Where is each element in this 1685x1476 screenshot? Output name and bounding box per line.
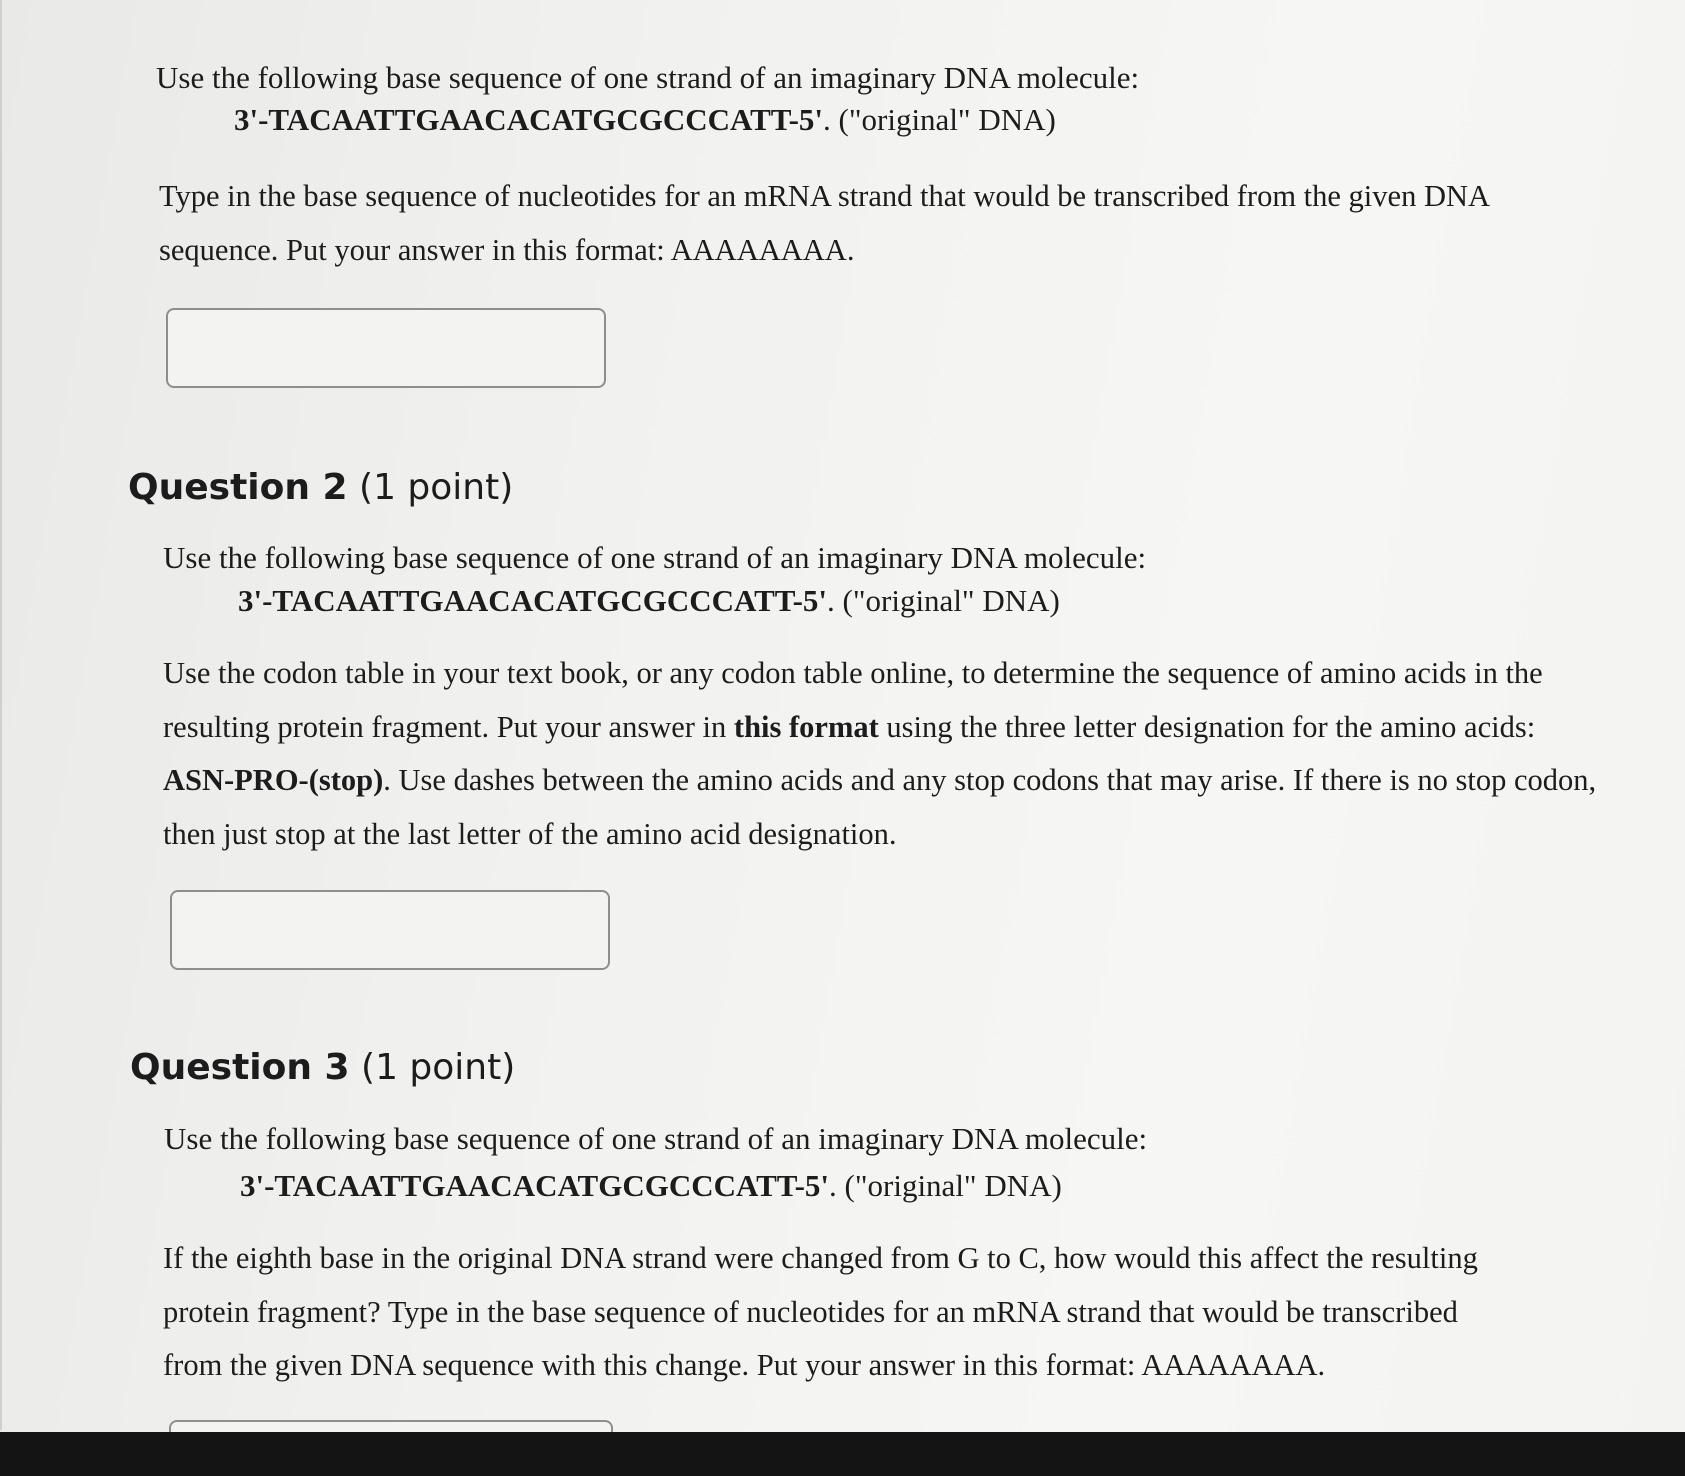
q3-intro: Use the following base sequence of one strand of an imaginary DNA molecule: [164, 1121, 1148, 1156]
q3-prompt [163, 1232, 1603, 1393]
q2-heading-points: (1 point) [359, 467, 514, 508]
q2-intro: Use the following base sequence of one strand of an imaginary DNA molecule: [163, 540, 1147, 575]
q2-prompt [163, 647, 1603, 861]
q3-dna-sequence: 3'-TACAATTGAACACATGCGCCCATT-5' [240, 1168, 830, 1203]
q2-prompt-text-1: Use the codon table in your text book, or any codon table online, to determine the sequence of amino acids in the resulting protein fragment. Put your answer in [163, 656, 1543, 744]
q3-heading-number: Question 3 [130, 1047, 350, 1088]
q3-dna-suffix: . ("original" DNA) [829, 1168, 1062, 1203]
q2-dna-line [238, 579, 1060, 623]
q1-prompt-line2: sequence. Put your answer in this format: AAAAAAAA. [159, 232, 855, 267]
q1-dna-sequence: 3'-TACAATTGAACACATGCGCCCATT-5' [234, 102, 824, 137]
q2-heading [128, 466, 513, 510]
q1-prompt-line1: Type in the base sequence of nucleotides for an mRNA strand that would be transcribed from the given DNA [159, 179, 1491, 213]
q3-heading [130, 1046, 515, 1090]
q2-heading-number: Question 2 [128, 467, 348, 508]
q3-dna-line [240, 1164, 1062, 1208]
q2-prompt-text-2: using the three letter designation for the amino acids: [878, 709, 1536, 744]
q3-prompt-line3: from the given DNA sequence with this change. Put your answer in this format: AAAAAAAA. [163, 1348, 1326, 1382]
q1-dna-suffix: . ("original" DNA) [823, 102, 1056, 137]
q2-prompt-text-3: . Use dashes between the amino acids and any stop codons that may arise. If there is no stop codon, then just stop at the last letter of the amino acid designation. [163, 763, 1597, 851]
q2-prompt-bold-format: this format [733, 709, 879, 744]
q3-prompt-line2: protein fragment? Type in the base sequence of nucleotides for an mRNA strand that would be transcribed [163, 1294, 1458, 1329]
screen-bezel [0, 1432, 1685, 1476]
q1-dna-line [234, 98, 1056, 142]
q1-intro: Use the following base sequence of one strand of an imaginary DNA molecule: [156, 60, 1140, 95]
q2-dna-suffix: . ("original" DNA) [827, 583, 1060, 618]
q1-answer-field[interactable] [166, 308, 606, 388]
q3-heading-points: (1 point) [361, 1047, 516, 1088]
q2-prompt-bold-example: ASN-PRO-(stop) [163, 763, 384, 797]
q2-dna-sequence: 3'-TACAATTGAACACATGCGCCCATT-5' [238, 583, 828, 618]
q1-prompt [159, 170, 1599, 277]
q3-prompt-line1: If the eighth base in the original DNA strand were changed from G to C, how would this affect the resulting [163, 1241, 1478, 1275]
q2-answer-field[interactable] [170, 890, 610, 970]
